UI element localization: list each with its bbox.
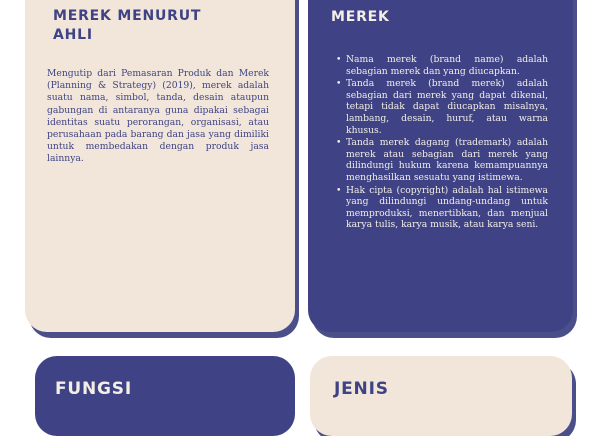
list-item-text: Tanda merek (brand merek) adalah sebagian dari merek yang dapat dikenal, tetapi tidak dapat diucapkan misalnya, lambang, desain, huruf, atau warna khusus.: [346, 78, 548, 136]
card-title: JENIS: [334, 379, 389, 399]
merek-list: [334, 54, 548, 232]
list-item: [334, 78, 548, 136]
card-title: MEREK MENURUT AHLI: [53, 8, 202, 43]
card-body-text: Mengutip dari Pemasaran Produk dan Merek (Planning & Strategy) (2019), merek adalah suatu nama, simbol, tanda, desain ataupun gabungan di antaranya guna dipakai sebagai identitas suatu perorangan, organisasi, atau perusahaan pada barang dan jasa yang dimiliki untuk membedakan dengan produk jasa lainnya.: [47, 68, 269, 165]
list-item-text: Hak cipta (copyright) adalah hal istimewa yang dilindungi undang-undang untuk memproduksi, menertibkan, dan menjual karya tulis, karya musik, atau karya seni.: [346, 184, 548, 231]
list-item: [334, 185, 548, 231]
bullet-icon: •: [336, 78, 342, 90]
list-item-text: Tanda merek dagang (trademark) adalah merek atau sebagian dari merek yang dilindungi hukum karena kemampuannya menghasilkan sesuatu yang istimewa.: [346, 137, 548, 183]
card-fungsi: [35, 356, 295, 436]
list-item-text: Nama merek (brand name) adalah sebagian merek dan yang diucapkan.: [346, 54, 548, 77]
bullet-icon: •: [336, 54, 342, 65]
card-title: FUNGSI: [55, 379, 132, 399]
bullet-icon: •: [336, 184, 342, 196]
list-item: [334, 137, 548, 183]
card-merek-menurut-ahli: [25, 0, 295, 332]
card-merek: [308, 0, 573, 332]
bullet-icon: •: [336, 137, 342, 149]
list-item: [334, 54, 548, 77]
card-jenis: [310, 356, 572, 436]
card-title: MEREK: [331, 9, 390, 25]
